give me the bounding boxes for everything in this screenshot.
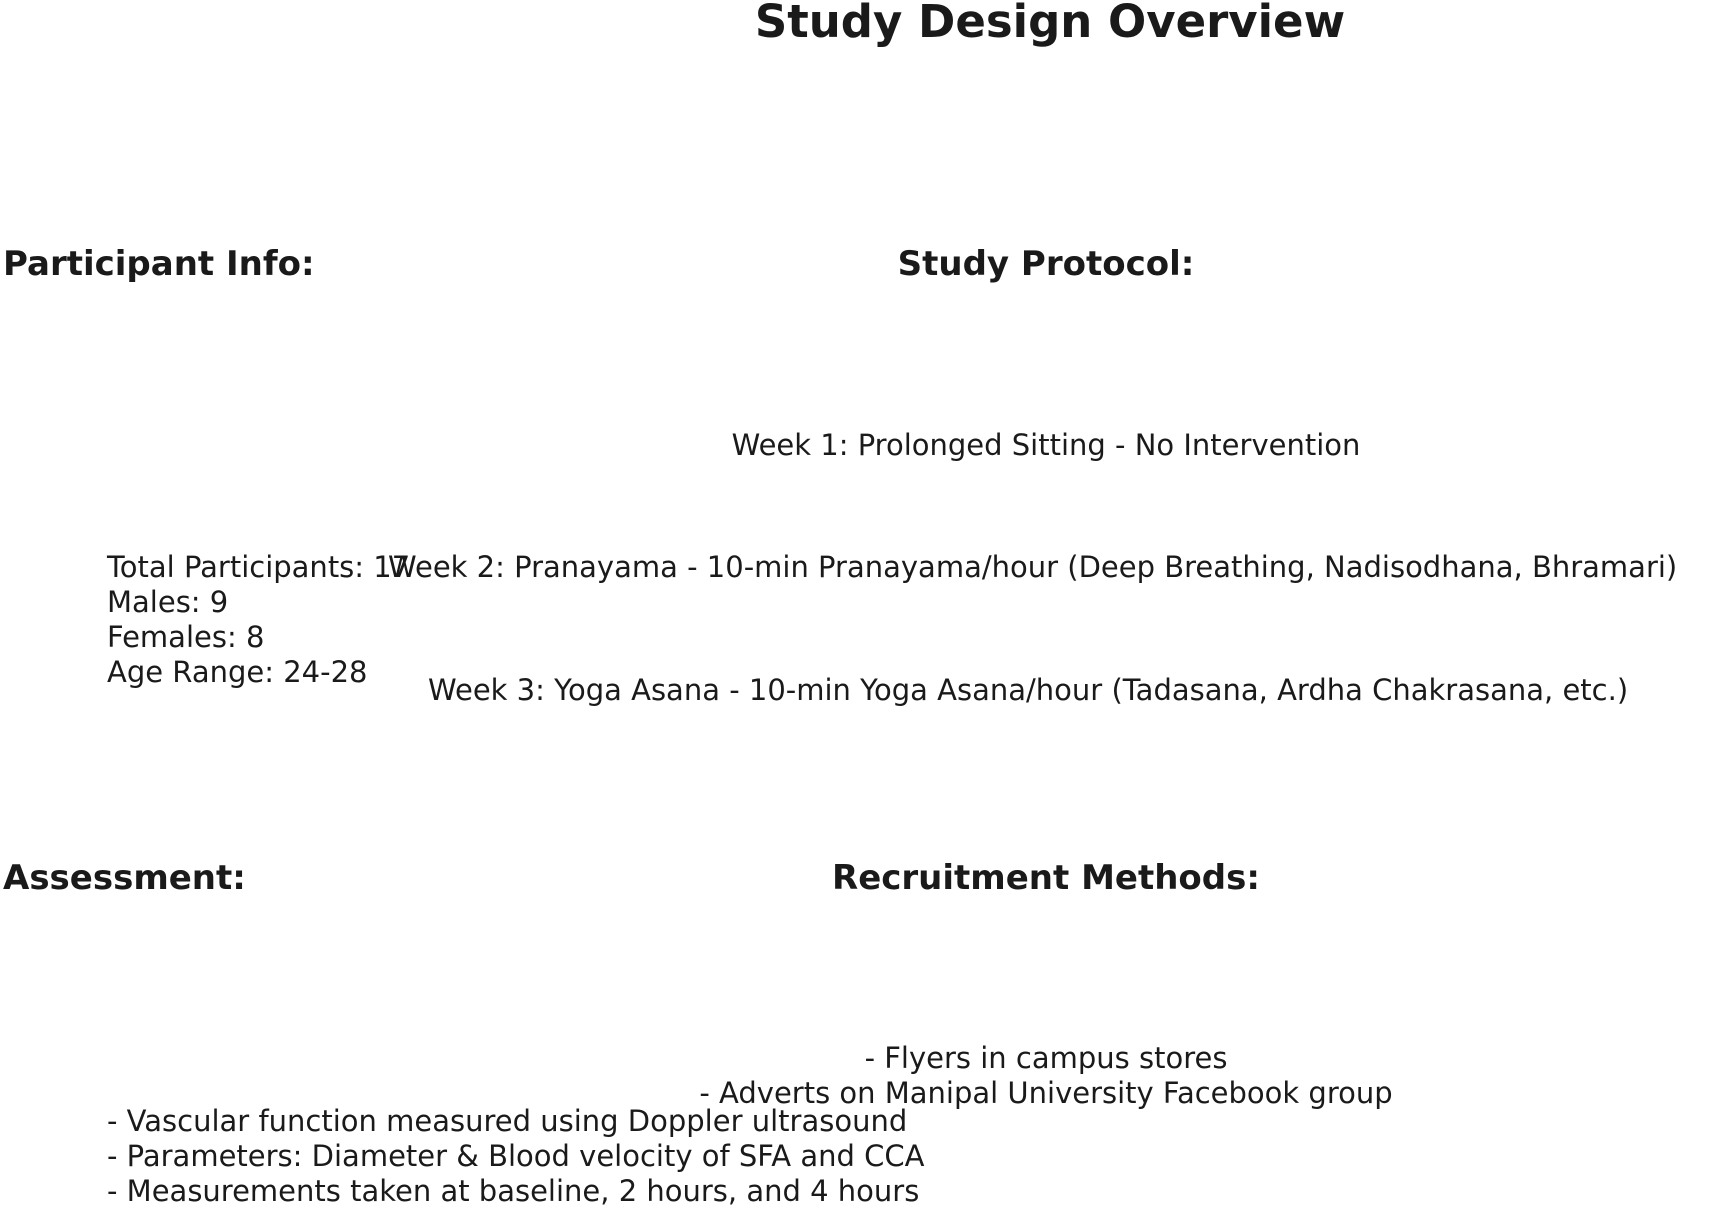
participant-age-range: Age Range: 24-28 [107,655,368,689]
study-protocol-heading: Study Protocol: [897,244,1195,284]
page-title: Study Design Overview [754,0,1346,48]
assessment-line: - Parameters: Diameter & Blood velocity of SFA and CCA [107,1139,925,1173]
participant-info-list [107,550,410,690]
protocol-week-1: Week 1: Prolonged Sitting - No Intervention [731,428,1361,462]
recruitment-list [0,1041,1713,1111]
participant-info-heading: Participant Info: [3,244,315,284]
participant-males: Males: 9 [107,585,229,619]
assessment-list [107,1104,924,1209]
recruitment-line: - Adverts on Manipal University Facebook group [699,1076,1393,1110]
assessment-heading: Assessment: [3,858,246,898]
recruitment-heading: Recruitment Methods: [832,858,1260,898]
participant-females: Females: 8 [107,620,265,654]
assessment-line: - Vascular function measured using Doppler ultrasound [107,1104,908,1138]
protocol-week-3: Week 3: Yoga Asana - 10-min Yoga Asana/hour (Tadasana, Ardha Chakrasana, etc.) [428,673,1629,707]
assessment-line: - Measurements taken at baseline, 2 hours, and 4 hours [107,1174,920,1208]
recruitment-line: - Flyers in campus stores [864,1041,1228,1075]
protocol-week-2: Week 2: Pranayama - 10-min Pranayama/hour (Deep Breathing, Nadisodhana, Bhramari) [388,550,1678,584]
participant-total: Total Participants: 17 [107,550,411,584]
